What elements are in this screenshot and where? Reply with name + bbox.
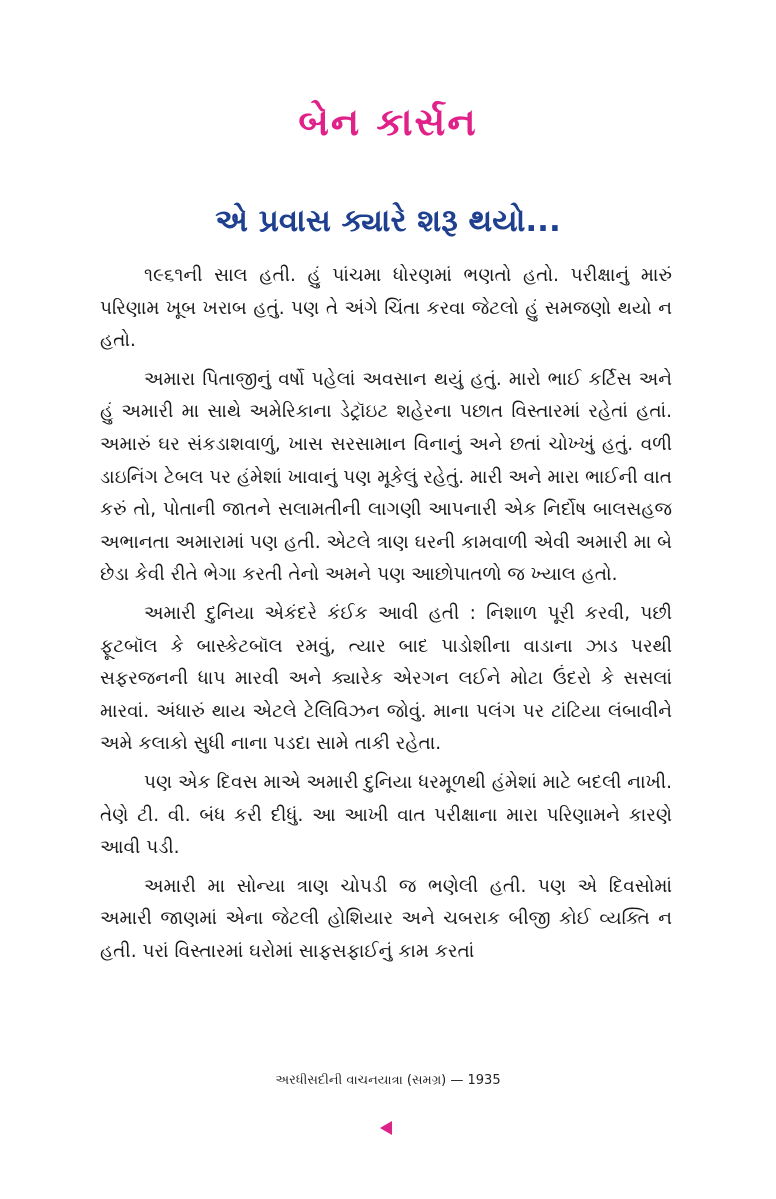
triangle-left-icon[interactable] [380,1121,392,1135]
paragraph-1: ૧૯૬૧ની સાલ હતી. હું પાંચમા ધોરણમાં ભણતો હતો. પરીક્ષાનું મારું પરિણામ ખૂબ ખરાબ હતું. પણ તે અંગે ચિંતા કરવા જેટલો હું સમજણો થયો ન હતો. [100,265,672,352]
author-title: બેન કાર્સન [298,100,478,144]
page-footer: અરધીસદીની વાચનયાત્રા (સમગ્ર) — 1935 [275,1073,501,1088]
paragraph-4: પણ એક દિવસ માએ અમારી દુનિયા ધરમૂળથી હંમેશાં માટે બદલી નાખી. તેણે ટી. વી. બંધ કરી દીધું. આ આખી વાત પરીક્ષાના મારા પરિણામને કારણે આવી પડી. [100,771,672,859]
body-text [100,260,672,974]
paragraph-5: અમારી મા સોન્યા ત્રાણ ચોપડી જ ભણેલી હતી. પણ એ દિવસોમાં અમારી જાણમાં એના જેટલી હોશિયાર અને ચબરાક બીજી કોઈ વ્યક્તિ ન હતી. પરાં વિસ્તારમાં ઘરોમાં સાફસફાઈનું કામ કરતાં [100,875,672,962]
paragraph-2: અમારા પિતાજીનું વર્ષો પહેલાં અવસાન થયું હતું. મારો ભાઈ કર્ટિસ અને હું અમારી મા સાથે અમેરિકાના ડેટ્રૉઇટ શહેરના પછાત વિસ્તારમાં રહેતાં હતાં. અમારું ઘર સંકડાશવાળું, ખાસ સરસામાન વિનાનું અને છતાં ચોખ્ખું હતું. વળી ડાઇનિંગ ટેબલ પર હંમેશાં ખાવાનું પણ મૂકેલું રહેતું. મારી અને મારા ભાઈની વાત કરું તો, પોતાની જાતને સલામતીની લાગણી આપનારી એક નિર્દોષ બાલસહજ અભાનતા અમારામાં પણ હતી. એટલે ત્રાણ ઘરની કામવાળી એવી અમારી મા બે છેડા કેવી રીતે ભેગા કરતી તેનો અમને પણ આછોપાતળો જ ખ્યાલ હતો. [100,368,672,586]
paragraph-3: અમારી દુનિયા એકંદરે કંઈક આવી હતી : નિશાળ પૂરી કરવી, પછી ફૂટબૉલ કે બાસ્કેટબૉલ રમવું, ત્યાર બાદ પાડોશીના વાડાના ઝાડ પરથી સફરજનની ધાપ મારવી અને ક્યારેક એરગન લઈને મોટા ઉંદરો કે સસલાં મારવાં. અંધારું થાય એટલે ટેલિવિઝન જોવું. માના પલંગ પર ટાંટિયા લંબાવીને અમે કલાકો સુધી નાના પડદા સામે તાકી રહેતા. [100,602,672,755]
chapter-title: એ પ્રવાસ ક્યારે શરૂ થયો... [215,203,561,239]
